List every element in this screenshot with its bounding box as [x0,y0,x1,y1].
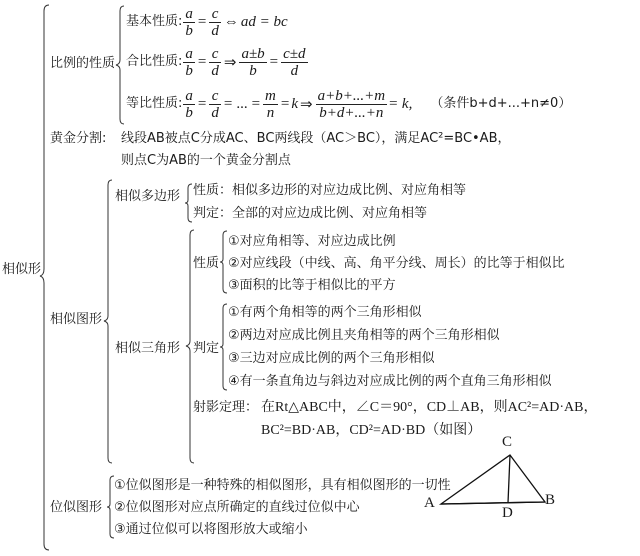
vertex-a-label: A [424,495,435,511]
equal-ratio-property: 等比性质: $\frac{a}{b}$ = $\frac{c}{d}$ = ... = $\frac{m}{n}$ = k ⇒ $\frac{a+b+...+m}{b+d+...+n}$ = k, （条件b+d+...+n≠0） [126,87,572,121]
triangle-property-1: ①对应角相等、对应边成比例 [228,234,396,249]
root-label: 相似形 [2,262,42,277]
basic-property: 基本性质: $\frac{a}{b}$ = $\frac{c}{d}$ ⇔ ad = bc [126,5,288,39]
root-brace [40,5,50,550]
triangle-property-brace [220,231,228,293]
combine-property: 合比性质: $\frac{a}{b}$ = $\frac{c}{d}$ ⇒ $\frac{a\pm b}{b}$ = $\frac{c\pm d}{d}$ [126,45,306,79]
triangle-property-2: ②对应线段（中线、高、角平分线、周长）的比等于相似比 [228,256,565,271]
projection-line2: BC²=BD·AB，CD²=AD·BD（如图） [261,423,482,438]
vertex-d-label: D [502,505,513,521]
similar-label: 相似图形 [50,312,103,327]
triangle-criterion-4: ④有一条直角边与斜边对应成比例的两个直角三角形相似 [228,374,552,389]
golden-line1: 线段AB被点C分成AC、BC两线段（AC＞BC），满足AC²=BC•AB， [121,131,511,146]
golden-line2: 则点C为AB的一个黄金分割点 [121,153,291,168]
triangle-criterion-label: 判定 [193,341,220,356]
similar-brace [104,180,113,463]
triangle-criterion-2: ②两边对应成比例且夹角相等的两个三角形相似 [228,328,500,343]
triangle-criterion-brace [220,304,228,390]
vertex-b-label: B [545,492,556,508]
triangle-criterion-3: ③三边对应成比例的两个三角形相似 [228,351,435,366]
homothetic-item-1: ①位似图形是一种特殊的相似图形，具有相似图形的一切性 [114,478,451,493]
ratio-brace [116,6,125,124]
triangle-label: 相似三角形 [115,341,181,356]
polygon-criterion: 判定：全部的对应边成比例、对应角相等 [193,206,428,221]
triangle-property-label: 性质 [193,256,220,271]
polygon-label: 相似多边形 [115,189,181,204]
homothetic-label: 位似图形 [50,500,103,515]
polygon-property: 性质：相似多边形的对应边成比例、对应角相等 [193,183,467,198]
triangle-criterion-1: ①有两个角相等的两个三角形相似 [228,305,422,320]
homothetic-item-3: ③通过位似可以将图形放大或缩小 [114,522,308,537]
golden-label: 黄金分割: [50,131,107,146]
triangle-property-3: ③面积的比等于相似比的平方 [228,278,396,293]
projection-label: 射影定理： [193,400,259,415]
projection-line1: 在Rt△ABC中，∠C＝90°，CD⊥AB，则AC²=AD·AB， [261,400,598,415]
ratio-label: 比例的性质 [50,56,116,71]
polygon-brace [185,184,193,222]
vertex-c-label: C [502,434,513,450]
homothetic-item-2: ②位似图形对应点所确定的直线过位似中心 [114,500,360,515]
